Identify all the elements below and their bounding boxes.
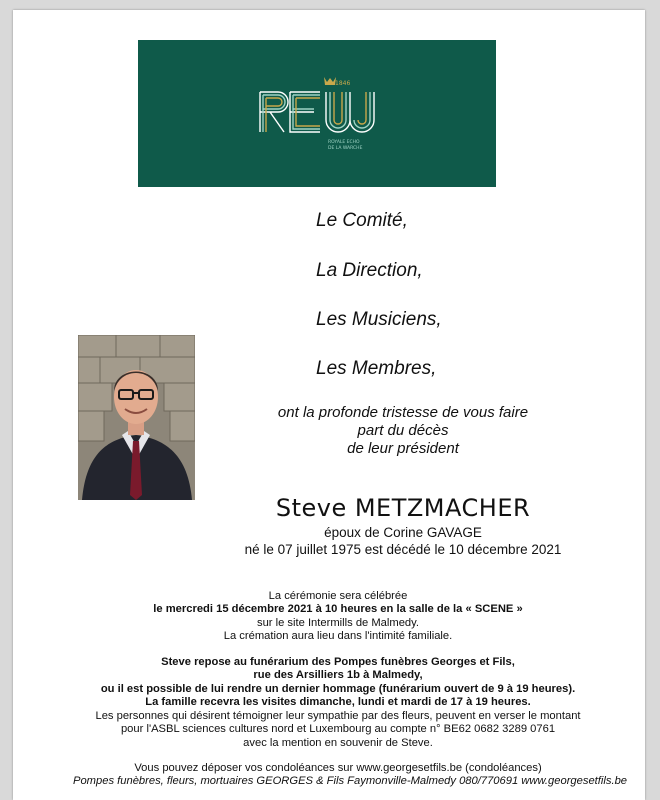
logo-subtitle-1: ROYALE ECHO (328, 140, 360, 145)
logo-banner (138, 40, 496, 187)
deceased-dates: né le 07 juillet 1975 est décédé le 10 décembre 2021 (244, 542, 562, 557)
salutation-comite: Le Comité, (316, 210, 408, 231)
ceremony-line-2: le mercredi 15 décembre 2021 à 10 heures en la salle de la « SCENE » (153, 603, 523, 616)
logo-subtitle-2: DE LA WARCHE (328, 146, 363, 151)
donation-line-2: pour l'ASBL sciences cultures nord et Luxembourg au compte n° BE62 0682 3289 0761 (120, 723, 556, 736)
funeral-home-footer: Pompes funèbres, fleurs, mortuaires GEORGES & Fils Faymonville-Malmedy 080/770691 www.georgesetfils.be (73, 775, 628, 788)
rew-logo (138, 40, 496, 187)
intro-text (253, 404, 553, 458)
document-page (13, 10, 645, 800)
condolences-info (73, 762, 628, 789)
intro-line-3: de leur président (347, 440, 459, 457)
ceremony-line-3: sur le site Intermills de Malmedy. (256, 616, 420, 629)
salutation-membres: Les Membres, (316, 358, 437, 379)
visitation-line-4: La famille recevra les visites dimanche, lundi et mardi de 17 à 19 heures. (145, 695, 531, 708)
salutation-musiciens: Les Musiciens, (316, 309, 442, 330)
donation-line-1: Les personnes qui désirent témoigner leur sympathie par des fleurs, peuvent en verser le montant (95, 710, 581, 722)
intro-line-2: part du décès (357, 422, 449, 439)
logo-year: 1846 (335, 80, 351, 87)
donation-info (73, 710, 603, 750)
visitation-line-1: Steve repose au funérarium des Pompes funèbres Georges et Fils, (161, 656, 515, 668)
intro-line-1: ont la profonde tristesse de vous faire (277, 404, 529, 421)
ceremony-info (73, 590, 603, 643)
condolences-line: Vous pouvez déposer vos condoléances sur www.georgesetfils.be (condoléances) (134, 762, 542, 774)
ceremony-line-4: La crémation aura lieu dans l'intimité familiale. (223, 629, 453, 642)
visitation-info (73, 656, 603, 709)
visitation-line-3: ou il est possible de lui rendre un dernier hommage (funérarium ouvert de 9 à 19 heures). (100, 682, 576, 695)
portrait-photo (78, 335, 195, 500)
visitation-line-2: rue des Arsilliers 1b à Malmedy, (253, 669, 423, 682)
deceased-spouse: époux de Corine GAVAGE (324, 525, 482, 540)
deceased-name: Steve METZMACHER (275, 494, 531, 522)
donation-line-3: avec la mention en souvenir de Steve. (243, 736, 433, 749)
ceremony-line-1: La cérémonie sera célébrée (268, 590, 408, 602)
salutation-direction: La Direction, (316, 260, 423, 281)
